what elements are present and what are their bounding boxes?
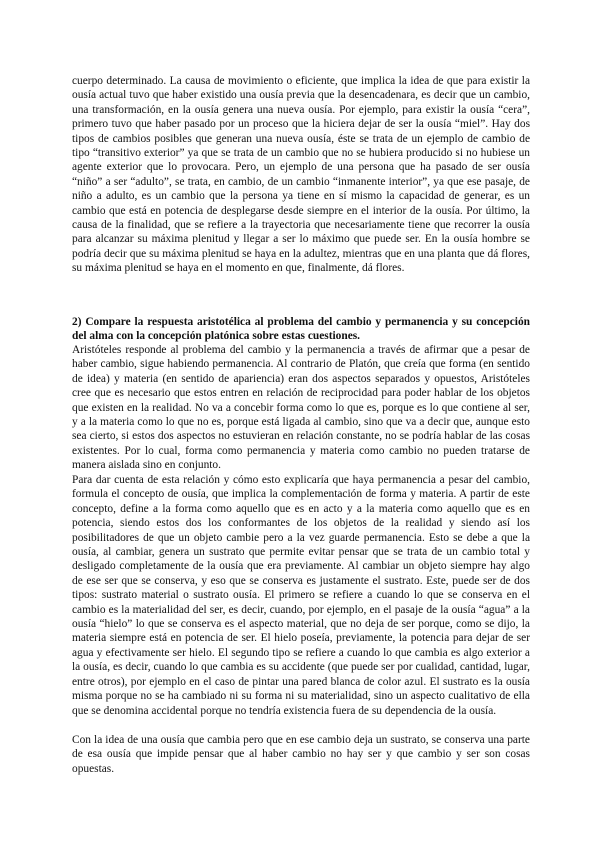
paragraph-ousia-substrate: Para dar cuenta de esta relación y cómo esto explicaría que haya permanencia a pesar del cambio, formula el concepto de ousía, que implica la complementación de forma y materia. A partir de este concepto, define a la forma como aquello que es en acto y a la materia como aquello que es en potencia, siendo estos dos los conformantes de los objetos de la realidad y siendo así los posibilitadores de que un objeto cambie pero a la vez guarde permanencia. Esto se debe a que la ousía, al cambiar, genera un sustrato que permite evitar pensar que se trata de un cambio total y desligado completamente de la ousía que era previamente. Al cambiar un objeto siempre hay algo de ese ser que se conserva, y eso que se conserva es justamente el sustrato. Este, puede ser de dos tipos: sustrato material o sustrato ousía. El primero se refiere a cuando lo que se conserva en el cambio es la materialidad del ser, es decir, cuando, por ejemplo, en el pasaje de la ousía “agua” a la ousía “hielo” lo que se conserva es el aspecto material, que no deja de ser porque, como se dijo, la materia siempre está en potencia de ser. El hielo poseía, previamente, la potencia para dejar de ser agua y efectivamente ser hielo. El segundo tipo se refiere a cuando lo que cambia es algo exterior a la ousía, es decir, cuando lo que cambia es su accidente (que puede ser por cualidad, cantidad, lugar, entre otros), por ejemplo en el caso de pintar una pared blanca de color azul. El sustrato es la ousía misma porque no se ha cambiado ni su forma ni su materialidad, sino un aspecto cualitativo de ella que se denomina accidental porque no tendría existencia fuera de su dependencia de la ousía. — [72, 474, 530, 717]
paragraph-change-permanence: Aristóteles responde al problema del cambio y la permanencia a través de afirmar que a pesar de haber cambio, sigue habiendo permanencia. Al contrario de Platón, que creía que forma (en sentido de idea) y materia (en sentido de apariencia) eran dos aspectos separados y opuestos, Aristóteles cree que es necesario que estos entren en relación de reciprocidad para poder hablar de los objetos que existen en la realidad. No va a concebir forma como lo que es, porque es lo que contiene al ser, y a la materia como lo que no es, porque está ligada al cambio, sino que va a decir que, aunque esto sea cierto, si estos dos aspectos no estuvieran en relación constante, no se podría hablar de las cosas existentes. Por lo cual, forma como permanencia y materia como cambio no pueden tratarse de manera aislada sino en conjunto. — [72, 344, 530, 472]
question-2-heading: 2) Compare la respuesta aristotélica al problema del cambio y permanencia y su concepción del alma con la concepción platónica sobre estas cuestiones. — [72, 316, 530, 343]
paragraph-conclusion: Con la idea de una ousía que cambia pero que en ese cambio deja un sustrato, se conserva una parte de esa ousía que impide pensar que al haber cambio no hay ser y que cambio y ser son cosas opuestas. — [72, 734, 530, 775]
paragraph-causes: cuerpo determinado. La causa de movimiento o eficiente, que implica la idea de que para existir la ousía actual tuvo que haber existido una ousía previa que la desencadenara, es decir que un cambio, una transformación, en la ousía genera una nueva ousía. Por ejemplo, para existir la ousía “cera”, primero tuvo que haber pasado por un proceso que la hiciera dejar de ser la ousía “miel”. Hay dos tipos de cambios posibles que generan una nueva ousía, éste se trata de un ejemplo de cambio de tipo “transitivo exterior” ya que se trata de un cambio que no se hubiera producido si no hubiese un agente exterior que lo provocara. Pero, un ejemplo de una persona que ha pasado de ser ousía “niño” a ser “adulto”, se trata, en cambio, de un cambio “inmanente interior”, ya que ese pasaje, de niño a adulto, es un cambio que la persona ya tiene en sí mismo la capacidad de generar, es un cambio que está en potencia de desplegarse desde siempre en el interior de la ousía. Por último, la causa de la finalidad, que se refiere a la trayectoria que necesariamente tiene que recorrer la ousía para alcanzar su máxima plenitud y llegar a ser lo máximo que puede ser. En la ousía hombre se podría decir que su máxima plenitud se haya en la adultez, mientras que en una planta que dá flores, su máxima plenitud se haya en el momento en que, finalmente, dá flores. — [72, 75, 530, 275]
